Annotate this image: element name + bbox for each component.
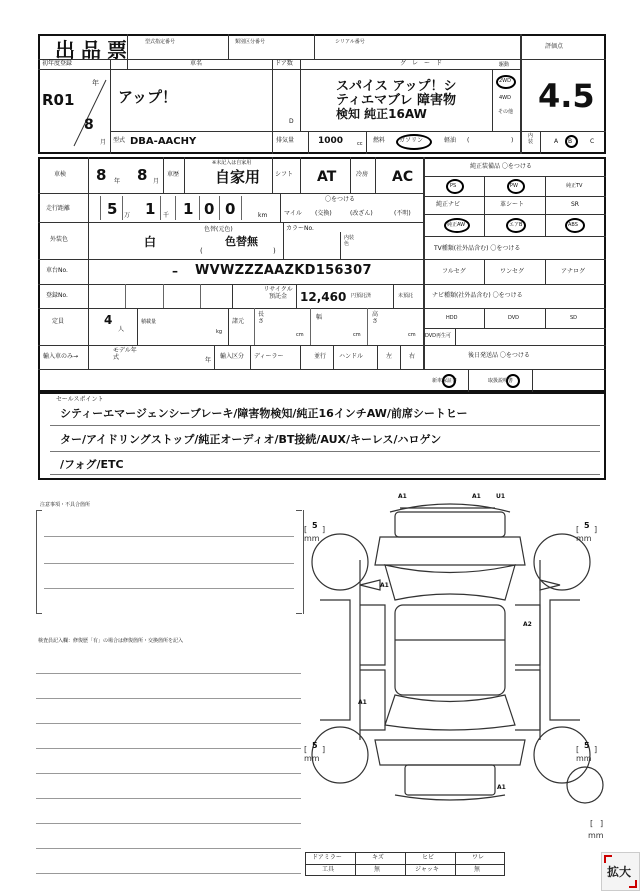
fuel-gasoline: ガソリン xyxy=(399,137,424,144)
equip-airbag: エアB xyxy=(509,222,523,228)
footer-value-tools: 工具 xyxy=(322,866,335,873)
caution-label: 注意事項・不具合箇所 xyxy=(40,502,91,508)
svg-text:]: ] xyxy=(600,819,604,828)
ext-color-value: 白 xyxy=(144,235,157,249)
mileage-man: 万 xyxy=(124,212,131,219)
repaint-value: 色替無 xyxy=(225,235,258,248)
doc-manual: 取扱説明書 xyxy=(488,378,514,384)
mileage-tampered: (改ざん) xyxy=(350,210,373,217)
class-number-label: 類別区分番号 xyxy=(235,39,266,45)
model-year-unit: 年 xyxy=(205,357,212,364)
tread-front-right: 5 xyxy=(584,521,590,530)
damage-mark-a1-rear: A1 xyxy=(497,784,506,791)
model-value: DBA-AACHY xyxy=(130,136,197,147)
mileage-digit-5: 0 xyxy=(225,200,236,218)
chassis-label: 車台No. xyxy=(46,267,68,274)
interior-a: A xyxy=(554,138,559,145)
steering-right: 右 xyxy=(409,353,416,360)
grade-label: グレード xyxy=(400,60,449,67)
damage-mark-a1-mid: A1 xyxy=(358,699,367,706)
footer-header-break: ワレ xyxy=(472,854,485,861)
month-unit: 月 xyxy=(100,139,107,146)
capacity-unit: 人 xyxy=(118,326,125,333)
displacement-value: 1000 xyxy=(318,136,344,146)
model-year-label: モデル年式 xyxy=(113,347,137,361)
dim-length: 長さ xyxy=(258,311,265,325)
mileage-digit-3: 1 xyxy=(183,200,194,218)
mileage-circle-note: 〇をつける xyxy=(325,196,356,203)
svg-text:mm: mm xyxy=(588,831,604,840)
mileage-digit-2: 1 xyxy=(145,200,156,218)
tv-fullseg: フルセグ xyxy=(442,268,466,275)
ac-value: AC xyxy=(392,169,414,185)
svg-text:mm: mm xyxy=(304,534,320,543)
serial-label: シリアル番号 xyxy=(335,39,365,45)
chassis-value: WVWZZZAAZKD156307 xyxy=(195,263,372,278)
door-label: ドア数 xyxy=(275,60,293,67)
dim-width-unit: cm xyxy=(353,332,361,338)
footer-value-1: 無 xyxy=(374,866,381,873)
footer-header-crack: ヒビ xyxy=(422,854,435,861)
footer-value-jack: ジャッキ xyxy=(415,866,439,873)
int-color-label: 内装色 xyxy=(344,235,355,247)
form-title: 出品票 xyxy=(55,38,133,62)
nav-dvd: DVD xyxy=(508,315,520,321)
inspection-year: 8 xyxy=(96,166,107,184)
mileage-sen: 千 xyxy=(163,212,170,219)
footer-header-mirror: ドアミラー xyxy=(312,854,342,861)
ac-label: 冷房 xyxy=(356,171,369,178)
damage-mark-a2: A2 xyxy=(523,621,532,628)
equip-tv: 純正TV xyxy=(566,183,583,189)
inspection-month-unit: 月 xyxy=(153,178,160,185)
fuel-label: 燃料 xyxy=(373,137,386,144)
equip-abs: ABS xyxy=(568,222,578,228)
car-damage-diagram xyxy=(300,490,620,845)
docs-title: 後日発送品 〇をつける xyxy=(468,352,530,359)
repaint-label: 色替(元色) xyxy=(204,226,233,233)
sales-points-label: セールスポイント xyxy=(56,396,104,403)
drive-2wd: 2WD xyxy=(499,78,511,84)
dvd-play-label: DVD再生可 xyxy=(425,333,452,339)
doc-warranty: 新車保証書 xyxy=(432,378,458,384)
displacement-label: 排気量 xyxy=(276,137,295,144)
color-no-label: カラーNo. xyxy=(286,225,314,232)
caution-box xyxy=(36,510,304,614)
tread-rear-right: 5 xyxy=(584,741,590,750)
score-label: 評価点 xyxy=(545,43,564,50)
model-label: 型式 xyxy=(113,137,126,144)
tv-oneseg: ワンセグ xyxy=(500,268,525,275)
svg-text:mm: mm xyxy=(576,754,592,763)
inspection-year-unit: 年 xyxy=(114,178,121,185)
equip-pw: PW xyxy=(510,183,518,189)
mileage-label: 走行距離 xyxy=(46,205,71,212)
svg-text:[: [ xyxy=(304,745,308,754)
tread-front-left: 5 xyxy=(312,521,318,530)
capacity-value: 4 xyxy=(104,313,113,327)
zoom-label: 拡大 xyxy=(607,865,632,879)
svg-text:[: [ xyxy=(576,525,580,534)
mileage-digit-1: 5 xyxy=(107,200,118,218)
import-type-label: 輸入区分 xyxy=(220,353,245,360)
damage-mark-a1-left: A1 xyxy=(380,582,389,589)
equip-navi: 純正ナビ xyxy=(436,201,461,208)
drive-label: 駆動 xyxy=(499,62,510,68)
drive-other: その他 xyxy=(498,109,514,115)
damage-mark-u1: U1 xyxy=(496,493,506,500)
grade-line-1: スパイス アップ！シ xyxy=(336,79,457,94)
svg-text:mm: mm xyxy=(304,754,320,763)
usage-value: 自家用 xyxy=(215,168,261,186)
damage-mark-a1-top-right: A1 xyxy=(472,493,481,500)
mileage-unknown: (不明) xyxy=(394,210,411,217)
door-letter: D xyxy=(289,118,294,125)
tv-analog: アナログ xyxy=(561,268,586,275)
equip-ps: PS xyxy=(450,183,457,189)
car-name-label: 車名 xyxy=(190,60,203,67)
inspection-label: 車検 xyxy=(54,171,67,178)
nav-hdd: HDD xyxy=(446,315,458,321)
equipment-title: 純正装備品 〇をつける xyxy=(470,163,532,170)
sales-point-line-1: シティーエマージェンシーブレーキ/障害物検知/純正16インチAW/前席シートヒー xyxy=(60,407,468,420)
svg-text:]: ] xyxy=(322,525,326,534)
usage-label: 車歴 xyxy=(167,171,180,178)
dim-height: 高さ xyxy=(372,311,379,325)
dims-label: 諸元 xyxy=(232,318,245,325)
tv-title: TV種類(社外品含む) 〇をつける xyxy=(434,245,521,252)
fuel-diesel: 軽油 xyxy=(444,137,457,144)
equip-leather: 革シート xyxy=(500,201,525,208)
sales-point-line-2: ター/アイドリングストップ/純正オーディオ/BT接続/AUX/キーレス/ハロゲン xyxy=(60,433,442,446)
ext-color-label: 外装色 xyxy=(50,236,69,243)
mileage-mile: マイル xyxy=(284,210,302,217)
svg-text:[: [ xyxy=(304,525,308,534)
steering-label: ハンドル xyxy=(339,353,364,360)
svg-text:[: [ xyxy=(576,745,580,754)
load-label: 積載量 xyxy=(141,319,157,325)
svg-text:]: ] xyxy=(594,525,598,534)
drive-4wd: 4WD xyxy=(499,95,511,101)
recycle-label: リサイクル預託金 xyxy=(263,286,293,300)
type-number-label: 型式指定番号 xyxy=(145,39,176,45)
inspector-label: 検査員記入欄：修復歴「有」の場合は修復箇所・交換箇所を記入 xyxy=(38,638,184,644)
score-value: 4.5 xyxy=(538,77,595,115)
shift-label: シフト xyxy=(275,171,294,178)
reg-month: 8 xyxy=(84,117,94,133)
mileage-digit-4: 0 xyxy=(204,200,215,218)
load-unit: kg xyxy=(216,329,223,335)
equip-aw: 純正AW xyxy=(447,222,466,228)
grade-line-3: 検知 純正16AW xyxy=(336,107,427,121)
era-year: R01 xyxy=(42,91,75,109)
nav-sd: SD xyxy=(570,315,578,321)
inspection-month: 8 xyxy=(137,166,148,184)
dim-height-unit: cm xyxy=(408,332,416,338)
footer-value-2: 無 xyxy=(474,866,481,873)
capacity-label: 定員 xyxy=(52,318,65,325)
corner-icon xyxy=(604,855,612,863)
zoom-button[interactable] xyxy=(601,852,640,891)
dim-length-unit: cm xyxy=(296,332,304,338)
tread-rear-left: 5 xyxy=(312,741,318,750)
usage-note: ※未記入は自家用 xyxy=(212,160,252,166)
reg-no-label: 登録No. xyxy=(46,292,68,299)
svg-text:mm: mm xyxy=(576,534,592,543)
year-unit: 年 xyxy=(92,79,99,87)
interior-label: 内装 xyxy=(528,133,534,145)
recycle-value: 12,460 xyxy=(300,290,347,304)
svg-text:]: ] xyxy=(322,745,326,754)
import-label: 輸入車のみ→ xyxy=(43,353,79,360)
footer-header-scratch: キズ xyxy=(372,854,384,861)
interior-b: B xyxy=(568,138,573,145)
car-name: アップ！ xyxy=(118,88,177,106)
recycle-deposited: 円預託済 xyxy=(351,293,372,299)
svg-text:]: ] xyxy=(594,745,598,754)
shift-value: AT xyxy=(317,169,337,185)
import-dealer: ディーラー xyxy=(254,353,284,360)
svg-text:[: [ xyxy=(590,819,594,828)
nav-title: ナビ種類(社外品含む) 〇をつける xyxy=(432,292,523,299)
recycle-not-deposited: 未預託 xyxy=(398,293,414,299)
import-parallel: 並行 xyxy=(314,353,327,360)
dim-width: 幅 xyxy=(316,314,323,321)
damage-mark-a1-top: A1 xyxy=(398,493,407,500)
corner-icon xyxy=(629,880,637,888)
steering-left: 左 xyxy=(386,353,393,360)
mileage-exchanged: (交換) xyxy=(315,210,332,217)
displacement-unit: cc xyxy=(357,141,363,147)
grade-line-2: ティエマブレ 障害物 xyxy=(336,93,456,108)
equip-sr: SR xyxy=(571,201,579,208)
sales-point-line-3: /フォグ/ETC xyxy=(60,458,124,471)
first-reg-label: 初年度登録 xyxy=(42,60,73,67)
mileage-unit: km xyxy=(258,212,268,219)
interior-c: C xyxy=(590,138,595,145)
